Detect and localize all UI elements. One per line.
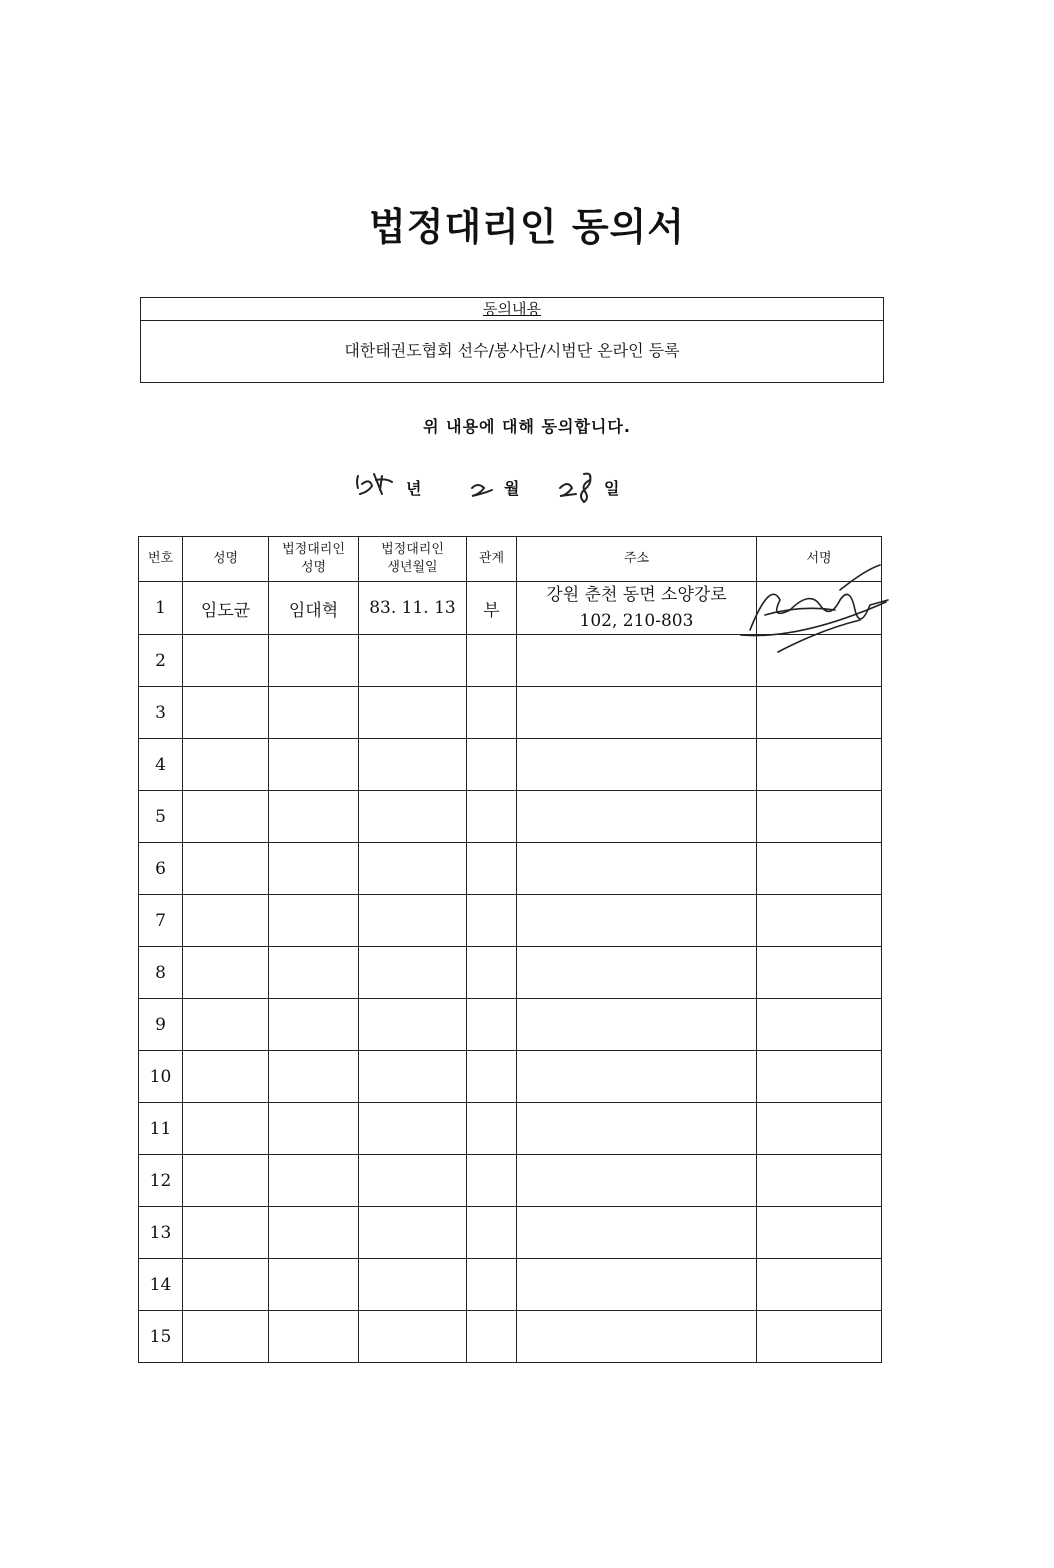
document-title: 법정대리인 동의서 bbox=[369, 205, 685, 249]
header-guardian-birth bbox=[359, 537, 467, 582]
cell-name: 임도균 bbox=[183, 582, 269, 635]
table-row bbox=[139, 843, 882, 895]
table-row bbox=[139, 895, 882, 947]
signature-scribble bbox=[740, 560, 890, 660]
cell-number: 10 bbox=[139, 1051, 183, 1103]
cell-guardian-birth bbox=[359, 1103, 467, 1155]
day-label: 일 bbox=[604, 479, 620, 498]
cell-address bbox=[517, 791, 757, 843]
table-row bbox=[139, 1051, 882, 1103]
cell-name bbox=[183, 1259, 269, 1311]
cell-guardian-birth bbox=[359, 1207, 467, 1259]
cell-guardian-name bbox=[269, 791, 359, 843]
cell-number: 2 bbox=[139, 635, 183, 687]
cell-address bbox=[517, 1155, 757, 1207]
header-number: 번호 bbox=[139, 537, 183, 582]
header-relation: 관계 bbox=[467, 537, 517, 582]
cell-name bbox=[183, 999, 269, 1051]
table-row bbox=[139, 1155, 882, 1207]
cell-name bbox=[183, 635, 269, 687]
cell-guardian-birth bbox=[359, 947, 467, 999]
cell-number: 12 bbox=[139, 1155, 183, 1207]
cell-signature bbox=[757, 1155, 882, 1207]
cell-guardian-name bbox=[269, 1207, 359, 1259]
consent-box bbox=[140, 297, 884, 383]
cell-relation bbox=[467, 843, 517, 895]
cell-name bbox=[183, 947, 269, 999]
cell-guardian-name bbox=[269, 1051, 359, 1103]
cell-relation bbox=[467, 635, 517, 687]
cell-guardian-birth bbox=[359, 1155, 467, 1207]
cell-guardian-name bbox=[269, 895, 359, 947]
cell-address bbox=[517, 895, 757, 947]
cell-name bbox=[183, 1207, 269, 1259]
cell-relation: 부 bbox=[467, 582, 517, 635]
cell-number: 8 bbox=[139, 947, 183, 999]
cell-guardian-birth: 83. 11. 13 bbox=[359, 582, 467, 635]
cell-guardian-name bbox=[269, 947, 359, 999]
cell-address bbox=[517, 687, 757, 739]
header-guardian-birth-line1: 법정대리인 bbox=[381, 542, 444, 557]
cell-relation bbox=[467, 1155, 517, 1207]
address-line2: 102, 210-803 bbox=[579, 611, 694, 631]
cell-number: 5 bbox=[139, 791, 183, 843]
table-row bbox=[139, 947, 882, 999]
cell-signature bbox=[757, 739, 882, 791]
cell-relation bbox=[467, 999, 517, 1051]
cell-guardian-birth bbox=[359, 1311, 467, 1363]
cell-guardian-name bbox=[269, 1311, 359, 1363]
cell-relation bbox=[467, 687, 517, 739]
cell-guardian-name bbox=[269, 843, 359, 895]
cell-guardian-name bbox=[269, 635, 359, 687]
table-row bbox=[139, 1207, 882, 1259]
table-row bbox=[139, 1259, 882, 1311]
cell-name bbox=[183, 1155, 269, 1207]
cell-signature bbox=[757, 843, 882, 895]
cell-address bbox=[517, 1207, 757, 1259]
cell-address bbox=[517, 1103, 757, 1155]
date-row bbox=[0, 468, 1054, 508]
cell-guardian-birth bbox=[359, 1259, 467, 1311]
cell-relation bbox=[467, 1051, 517, 1103]
cell-relation bbox=[467, 791, 517, 843]
cell-address bbox=[517, 635, 757, 687]
header-guardian-birth-line2: 생년월일 bbox=[387, 560, 438, 575]
handwritten-year bbox=[352, 468, 402, 502]
cell-number: 9 bbox=[139, 999, 183, 1051]
cell-guardian-birth bbox=[359, 843, 467, 895]
cell-name bbox=[183, 1103, 269, 1155]
cell-guardian-birth bbox=[359, 1051, 467, 1103]
consent-header bbox=[141, 298, 883, 321]
cell-relation bbox=[467, 1103, 517, 1155]
cell-signature bbox=[757, 1103, 882, 1155]
cell-relation bbox=[467, 739, 517, 791]
cell-guardian-name: 임대혁 bbox=[269, 582, 359, 635]
cell-number: 7 bbox=[139, 895, 183, 947]
cell-address bbox=[517, 999, 757, 1051]
cell-guardian-birth bbox=[359, 739, 467, 791]
cell-address bbox=[517, 1051, 757, 1103]
cell-name bbox=[183, 843, 269, 895]
cell-guardian-name bbox=[269, 1155, 359, 1207]
cell-guardian-birth bbox=[359, 687, 467, 739]
cell-signature bbox=[757, 999, 882, 1051]
header-address: 주소 bbox=[517, 537, 757, 582]
month-label: 월 bbox=[504, 479, 520, 498]
cell-guardian-name bbox=[269, 1259, 359, 1311]
table-row bbox=[139, 739, 882, 791]
cell-address bbox=[517, 1259, 757, 1311]
cell-number: 15 bbox=[139, 1311, 183, 1363]
handwritten-day bbox=[556, 468, 602, 506]
table-row bbox=[139, 791, 882, 843]
consent-body: 대한태권도협회 선수/봉사단/시범단 온라인 등록 bbox=[344, 341, 680, 360]
cell-guardian-birth bbox=[359, 791, 467, 843]
cell-relation bbox=[467, 1207, 517, 1259]
cell-name bbox=[183, 687, 269, 739]
cell-name bbox=[183, 791, 269, 843]
cell-guardian-name bbox=[269, 687, 359, 739]
cell-number: 6 bbox=[139, 843, 183, 895]
cell-relation bbox=[467, 1311, 517, 1363]
cell-signature bbox=[757, 895, 882, 947]
cell-address bbox=[517, 582, 757, 635]
cell-number: 4 bbox=[139, 739, 183, 791]
cell-signature bbox=[757, 1207, 882, 1259]
cell-name bbox=[183, 739, 269, 791]
cell-relation bbox=[467, 1259, 517, 1311]
cell-number: 14 bbox=[139, 1259, 183, 1311]
cell-name bbox=[183, 895, 269, 947]
cell-address bbox=[517, 1311, 757, 1363]
cell-guardian-birth bbox=[359, 635, 467, 687]
cell-signature bbox=[757, 947, 882, 999]
cell-relation bbox=[467, 947, 517, 999]
header-name: 성명 bbox=[183, 537, 269, 582]
agree-statement: 위 내용에 대해 동의합니다. bbox=[423, 417, 631, 436]
cell-guardian-name bbox=[269, 999, 359, 1051]
cell-guardian-name bbox=[269, 1103, 359, 1155]
handwritten-month bbox=[468, 468, 504, 502]
table-row bbox=[139, 999, 882, 1051]
cell-signature bbox=[757, 1311, 882, 1363]
cell-relation bbox=[467, 895, 517, 947]
cell-address bbox=[517, 739, 757, 791]
cell-number: 11 bbox=[139, 1103, 183, 1155]
table-row bbox=[139, 1103, 882, 1155]
cell-number: 13 bbox=[139, 1207, 183, 1259]
cell-number: 1 bbox=[139, 582, 183, 635]
cell-guardian-birth bbox=[359, 999, 467, 1051]
cell-address bbox=[517, 843, 757, 895]
roster-table bbox=[138, 536, 882, 1363]
header-guardian-name bbox=[269, 537, 359, 582]
address-line1: 강원 춘천 동면 소양강로 bbox=[546, 585, 727, 605]
header-signature: 서명 bbox=[757, 537, 882, 582]
table-row bbox=[139, 687, 882, 739]
cell-number: 3 bbox=[139, 687, 183, 739]
cell-signature bbox=[757, 687, 882, 739]
table-row bbox=[139, 1311, 882, 1363]
cell-name bbox=[183, 1311, 269, 1363]
cell-signature bbox=[757, 1051, 882, 1103]
cell-name bbox=[183, 1051, 269, 1103]
cell-guardian-name bbox=[269, 739, 359, 791]
cell-address bbox=[517, 947, 757, 999]
cell-signature bbox=[757, 1259, 882, 1311]
consent-header-label: 동의내용 bbox=[483, 300, 541, 318]
cell-guardian-birth bbox=[359, 895, 467, 947]
cell-signature bbox=[757, 791, 882, 843]
header-guardian-name-line1: 법정대리인 bbox=[282, 542, 345, 557]
header-guardian-name-line2: 성명 bbox=[300, 560, 327, 575]
year-label: 년 bbox=[406, 479, 422, 498]
